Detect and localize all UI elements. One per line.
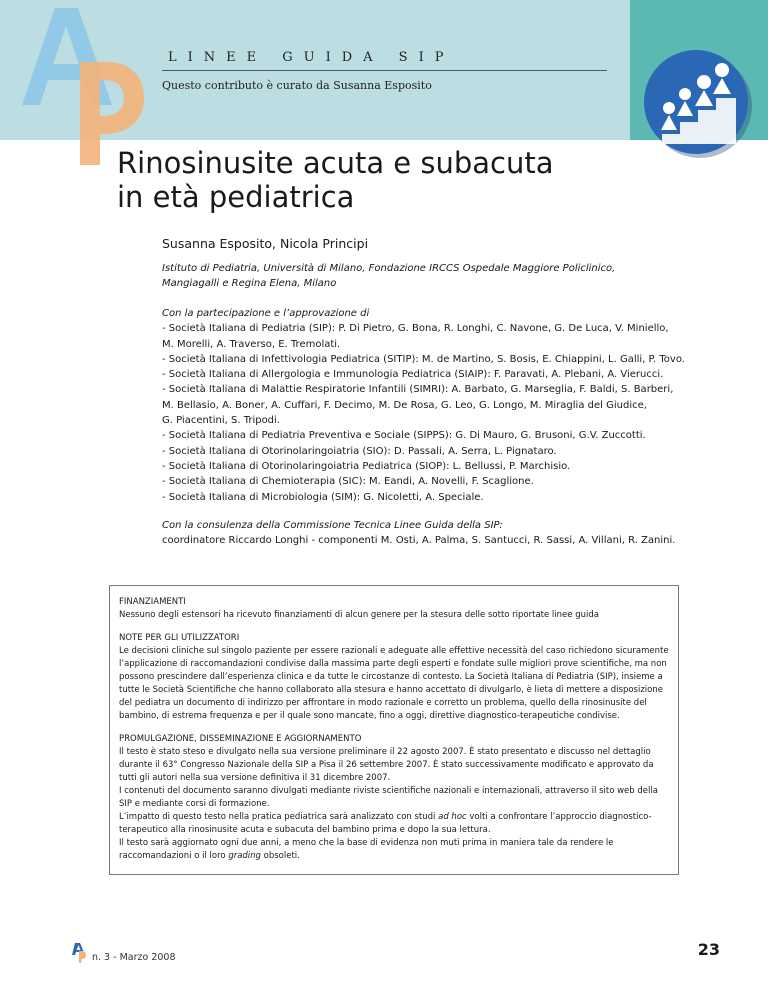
author-affiliation: Istituto di Pediatria, Università di Milano, Fondazione IRCCS Ospedale Maggiore Policlinico, Mangiagalli e Regina Elena, Milano <box>162 263 616 289</box>
participation-line: - Società Italiana di Otorinolaringoiatria (SIO): D. Passali, A. Serra, L. Pignataro. <box>162 445 557 457</box>
promulgation-paragraph-3 <box>119 811 670 837</box>
participation-intro: Con la partecipazione e l’approvazione di <box>162 308 370 319</box>
article-authors: Susanna Esposito, Nicola Principi <box>162 236 369 251</box>
funding-section <box>119 596 670 622</box>
consultation-block <box>162 518 682 548</box>
curator-note: Questo contributo è curato da Susanna Esposito <box>162 79 432 92</box>
funding-text: Nessuno degli estensori ha ricevuto finanziamenti di alcun genere per la stesura delle sotto riportate linee guida <box>119 610 599 620</box>
sip-stairs-figures-icon <box>640 48 752 160</box>
promulgation-heading: PROMULGAZIONE, DISSEMINAZIONE E AGGIORNAMENTO <box>119 734 362 744</box>
series-title: LINEE GUIDA SIP <box>168 50 455 65</box>
promulgation-p4-start: Il testo sarà aggiornato ogni due anni, a meno che la base di evidenza non muti prima in maniera tale da rendere le raccomandazioni o il loro <box>119 838 614 861</box>
promulgation-paragraph-4 <box>119 837 670 863</box>
notes-heading: NOTE PER GLI UTILIZZATORI <box>119 633 240 643</box>
ap-logo-icon <box>0 0 150 170</box>
participation-line: - Società Italiana di Infettivologia Pediatrica (SITIP): M. de Martino, S. Bosis, E. Chiappini, L. Galli, P. Tovo. <box>162 353 685 365</box>
participation-line: - Società Italiana di Microbiologia (SIM): G. Nicoletti, A. Speciale. <box>162 491 484 503</box>
notes-section <box>119 632 670 723</box>
promulgation-paragraph-1: Il testo è stato steso e divulgato nella sua versione preliminare il 22 agosto 2007. È stato presentato e discusso nel dettaglio durante il 63° Congresso Nazionale della SIP a Pisa il 26 settembre 2007. È stato successivamente modificato e approvato da tutti gli autori nella sua versione definitiva il 31 dicembre 2007. <box>119 747 654 783</box>
page-number: 23 <box>697 940 720 959</box>
promulgation-section <box>119 733 670 863</box>
consultation-intro: Con la consulenza della Commissione Tecnica Linee Guida della SIP: <box>162 520 503 531</box>
promulgation-p3-end: volti a confrontare l’approccio diagnostico-terapeutico alla rinosinusite acuta e subacuta del bambino prima e dopo la sua lettura. <box>119 812 652 835</box>
participation-line: - Società Italiana di Malattie Respiratorie Infantili (SIMRI): A. Barbato, G. Marseglia, F. Baldi, S. Barberi, <box>162 384 674 396</box>
participation-line: - Società Italiana di Allergologia e Immunologia Pediatrica (SIAIP): F. Paravati, A. Plebani, A. Vierucci. <box>162 369 664 381</box>
participation-line: - Società Italiana di Pediatria Preventiva e Sociale (SIPPS): G. Di Mauro, G. Brusoni, G.V. Zuccotti. <box>162 430 646 442</box>
info-box <box>109 585 679 875</box>
article-title-line-2: in età pediatrica <box>117 180 355 214</box>
participation-line: M. Morelli, A. Traverso, E. Tremolati. <box>162 338 341 350</box>
ap-small-logo-icon <box>72 942 86 964</box>
participation-line: G. Piacentini, S. Tripodi. <box>162 415 280 427</box>
promulgation-p3-emphasis: ad hoc <box>438 812 467 822</box>
header-divider <box>162 70 607 71</box>
article-title-line-1: Rinosinusite acuta e subacuta <box>117 146 554 180</box>
promulgation-p4-emphasis: grading <box>228 851 261 861</box>
consultation-text: coordinatore Riccardo Longhi - componenti M. Osti, A. Palma, S. Santucci, R. Sassi, A. Villani, R. Zanini. <box>162 535 676 546</box>
article-title <box>117 146 677 214</box>
participation-line: M. Bellasio, A. Boner, A. Cuffari, F. Decimo, M. De Rosa, G. Leo, G. Longo, M. Miraglia del Giudice, <box>162 399 647 411</box>
funding-heading: FINANZIAMENTI <box>119 597 186 607</box>
participation-line: - Società Italiana di Otorinolaringoiatria Pediatrica (SIOP): L. Bellussi, P. Marchisio. <box>162 460 571 472</box>
participation-line: - Società Italiana di Pediatria (SIP): P. Di Pietro, G. Bona, R. Longhi, C. Navone, G. De Luca, V. Miniello, <box>162 323 669 335</box>
promulgation-p3-start: L’impatto di questo testo nella pratica pediatrica sarà analizzato con studi <box>119 812 439 822</box>
notes-text: Le decisioni cliniche sul singolo paziente per essere razionali e adeguate alle effettive necessità del caso richiedono sicuramente l’applicazione di raccomandazioni condivise dalla massima parte degli esperti e fondate sulle migliori prove scientifiche, ma non possono prescindere dall’esperienza clinica e da tutte le circostanze di contesto. La Società Italiana di Pediatria (SIP), insieme a tutte le Società Scientifiche che hanno collaborato alla stesura e hanno accettato di divulgarlo, è lieta di mettere a disposizione del pediatra un documento di indirizzo per affrontare in modo razionale e corretto un problema, quello della rinosinusite del bambino, di estrema frequenza e per il quale sono mancate, fino a oggi, direttive diagnostico-terapeutiche condivise. <box>119 646 669 721</box>
promulgation-p4-end: obsoleti. <box>260 851 300 861</box>
participation-block <box>162 306 685 505</box>
promulgation-paragraph-2: I contenuti del documento saranno divulgati mediante riviste scientifiche nazionali e internazionali, attraverso il sito web della SIP e mediante corsi di formazione. <box>119 786 658 809</box>
participation-line: - Società Italiana di Chemioterapia (SIC): M. Eandi, A. Novelli, F. Scaglione. <box>162 476 534 488</box>
issue-label: n. 3 - Marzo 2008 <box>92 952 176 963</box>
